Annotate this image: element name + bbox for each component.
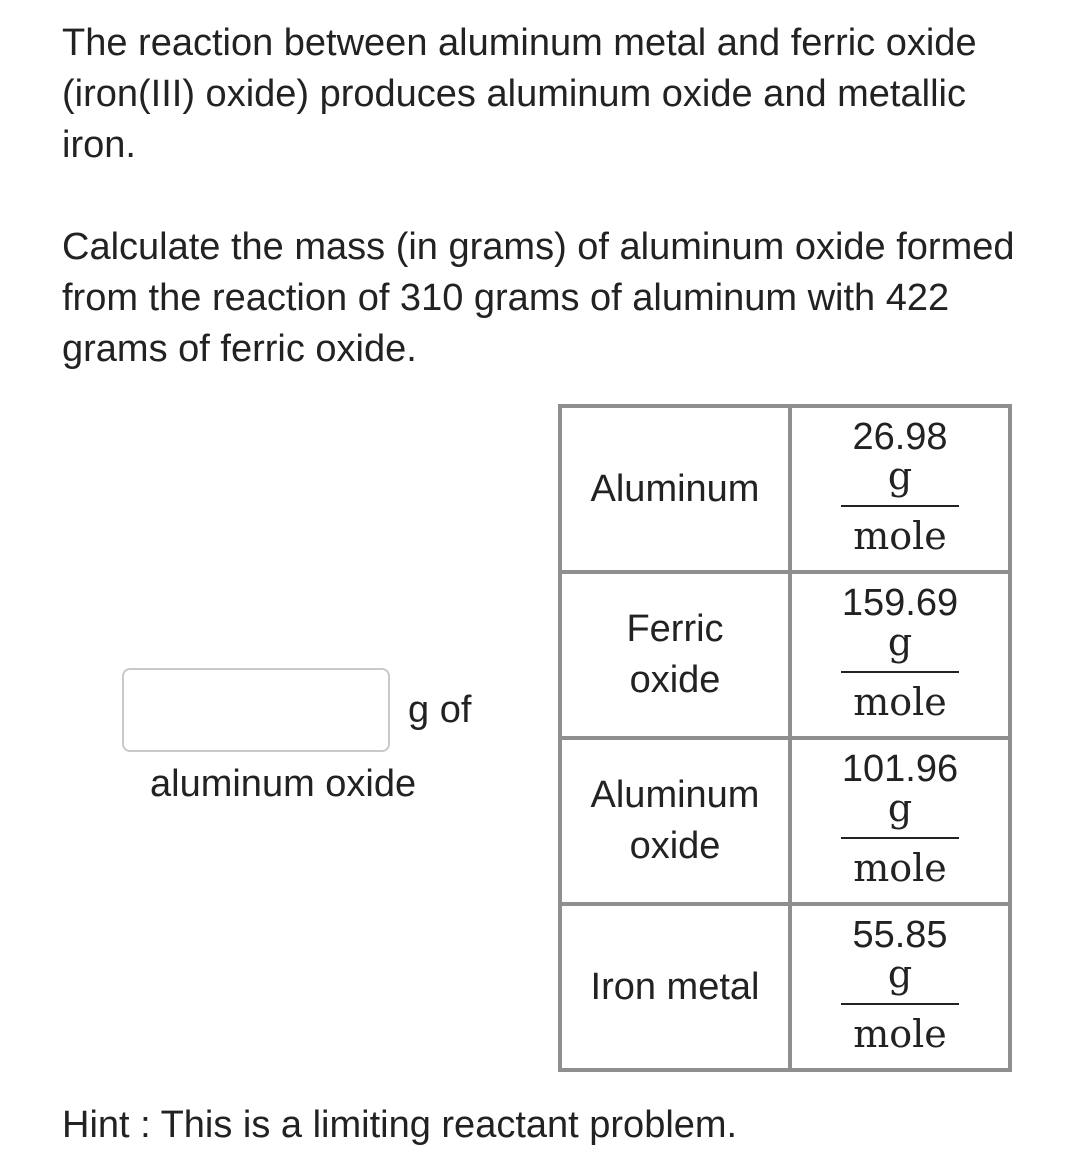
molar-mass-row xyxy=(560,738,1010,904)
substance-name-line: Aluminum xyxy=(590,774,760,816)
molar-mass-row xyxy=(560,904,1010,1070)
unit-denominator: mole xyxy=(853,514,947,558)
unit-denominator: mole xyxy=(853,680,947,724)
molar-mass-fraction xyxy=(841,749,959,893)
unit-numerator: g xyxy=(887,620,913,664)
molar-mass-fraction xyxy=(841,417,959,561)
fraction-bar xyxy=(841,671,959,673)
molar-mass-fraction xyxy=(841,583,959,727)
molar-mass-value xyxy=(790,738,1010,904)
substance-name xyxy=(560,572,790,738)
molar-mass-number: 26.98 xyxy=(852,416,948,458)
molar-mass-fraction xyxy=(841,915,959,1059)
molar-mass-row xyxy=(560,572,1010,738)
substance-name-line: Iron metal xyxy=(590,965,760,1008)
substance-name xyxy=(560,904,790,1070)
molar-mass-number: 55.85 xyxy=(852,914,948,956)
fraction-bar xyxy=(841,1003,959,1005)
molar-mass-value xyxy=(790,406,1010,572)
substance-name-line: oxide xyxy=(629,659,721,701)
problem-question: Calculate the mass (in grams) of aluminum oxide formed from the reaction of 310 grams of aluminum with 422 grams of ferric oxide. xyxy=(62,226,1015,370)
unit-numerator: g xyxy=(887,454,913,498)
molar-mass-number: 159.69 xyxy=(841,582,959,624)
answer-unit-label: g of xyxy=(408,689,472,731)
fraction-bar xyxy=(841,505,959,507)
problem-intro: The reaction between aluminum metal and ferric oxide (iron(III) oxide) produces aluminum oxide and metallic iron. xyxy=(62,22,977,166)
molar-mass-number: 101.96 xyxy=(841,748,959,790)
substance-name-line: Aluminum xyxy=(590,467,760,510)
molar-mass-value xyxy=(790,572,1010,738)
molar-mass-table xyxy=(558,404,1012,1072)
answer-input[interactable] xyxy=(122,668,390,752)
fraction-bar xyxy=(841,837,959,839)
substance-name xyxy=(560,738,790,904)
answer-substance-label: aluminum oxide xyxy=(150,763,417,805)
unit-numerator: g xyxy=(887,786,913,830)
unit-denominator: mole xyxy=(853,846,947,890)
hint-text: Hint : This is a limiting reactant problem. xyxy=(62,1104,738,1146)
substance-name-line: Ferric xyxy=(626,608,724,650)
molar-mass-row xyxy=(560,406,1010,572)
substance-name-line: oxide xyxy=(629,825,721,867)
molar-mass-value xyxy=(790,904,1010,1070)
unit-denominator: mole xyxy=(853,1012,947,1056)
substance-name xyxy=(560,406,790,572)
unit-numerator: g xyxy=(887,952,913,996)
